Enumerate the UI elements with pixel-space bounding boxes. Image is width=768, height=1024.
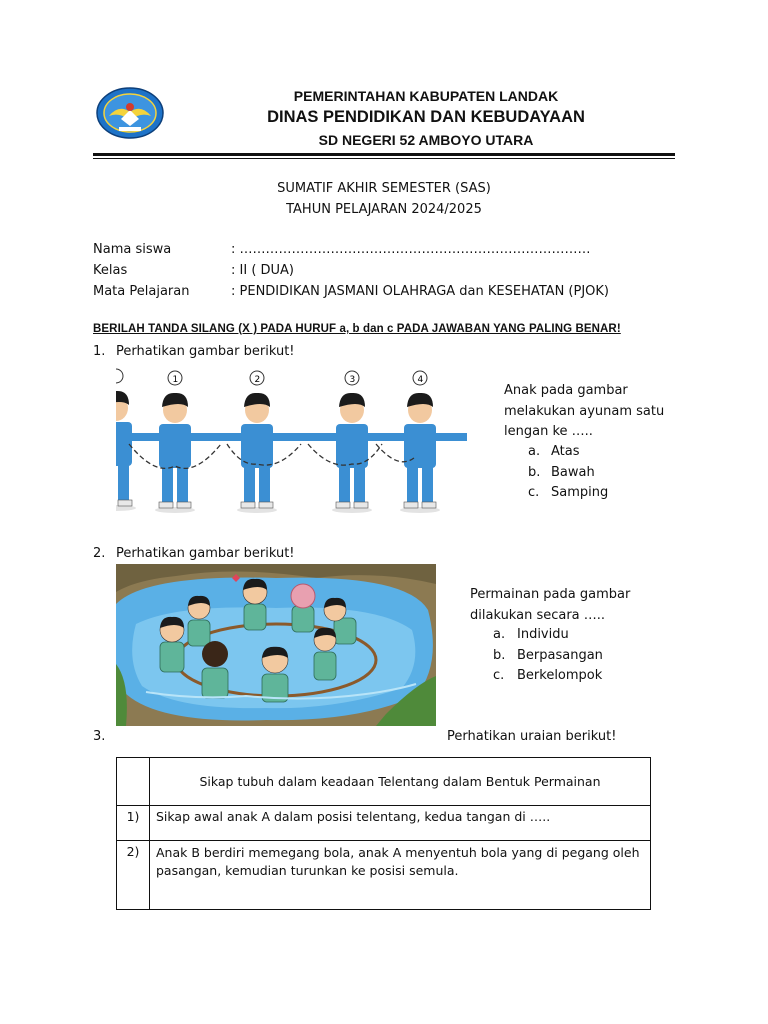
question-prompt: Perhatikan uraian berikut! bbox=[447, 729, 617, 744]
table-row bbox=[117, 806, 651, 841]
identity-label: Kelas bbox=[93, 263, 128, 278]
table-row bbox=[117, 841, 651, 910]
identity-value: : II ( DUA) bbox=[231, 263, 295, 278]
header-school: SD NEGERI 52 AMBOYO UTARA bbox=[318, 132, 534, 148]
table-cell bbox=[117, 758, 150, 806]
option-text: Samping bbox=[551, 485, 609, 500]
identity-value: : PENDIDIKAN JASMANI OLAHRAGA dan KESEHATAN (PJOK) bbox=[231, 284, 609, 299]
option-letter: c. bbox=[493, 668, 505, 683]
question-number: 3. bbox=[93, 729, 106, 744]
instruction: BERILAH TANDA SILANG (X ) PADA HURUF a, b dan c PADA JAWABAN YANG PALING BENAR! bbox=[93, 323, 621, 335]
option-text: Atas bbox=[551, 444, 580, 459]
option-letter: b. bbox=[493, 648, 506, 663]
identity-label: Mata Pelajaran bbox=[93, 284, 190, 299]
table-row-number: 1) bbox=[117, 806, 150, 841]
table-row-number: 2) bbox=[117, 841, 150, 910]
question-number: 2. bbox=[93, 546, 106, 561]
posture-table bbox=[116, 757, 651, 910]
question-number: 1. bbox=[93, 344, 106, 359]
identity-value: : ……………………………………………………………………… bbox=[231, 242, 591, 257]
question-text-line: Anak pada gambar bbox=[504, 383, 628, 398]
exam-title: SUMATIF AKHIR SEMESTER (SAS) bbox=[277, 181, 491, 196]
question-text-line: lengan ke ….. bbox=[504, 424, 593, 439]
table-row-text: Anak B berdiri memegang bola, anak A menyentuh bola yang di pegang oleh pasangan, kemudian turunkan ke posisi semula. bbox=[150, 841, 651, 910]
question-text bbox=[470, 585, 630, 626]
header-divider-thick bbox=[93, 153, 675, 156]
figure-label: 1 bbox=[172, 375, 179, 385]
option-text: Individu bbox=[517, 627, 569, 642]
question-text-line: Permainan pada gambar bbox=[470, 587, 631, 602]
option-text: Berkelompok bbox=[517, 668, 603, 683]
question-text bbox=[504, 381, 664, 443]
figure-label: 4 bbox=[417, 375, 424, 385]
header-office: DINAS PENDIDIKAN DAN KEBUDAYAAN bbox=[267, 108, 585, 126]
exam-year: TAHUN PELAJARAN 2024/2025 bbox=[286, 202, 482, 217]
question-prompt: Perhatikan gambar berikut! bbox=[116, 546, 295, 561]
table-header: Sikap tubuh dalam keadaan Telentang dalam Bentuk Permainan bbox=[150, 758, 651, 806]
option-letter: c. bbox=[528, 485, 540, 500]
arm-swing-illustration bbox=[116, 364, 467, 516]
option-letter: a. bbox=[493, 627, 506, 642]
figure-label: 2 bbox=[254, 375, 261, 385]
figure-label: 3 bbox=[349, 375, 356, 385]
identity-label: Nama siswa bbox=[93, 242, 172, 257]
pond-group-game-illustration bbox=[116, 564, 436, 726]
question-prompt: Perhatikan gambar berikut! bbox=[116, 344, 295, 359]
option-letter: b. bbox=[528, 465, 541, 480]
table-row-text: Sikap awal anak A dalam posisi telentang, kedua tangan di ….. bbox=[150, 806, 651, 841]
option-letter: a. bbox=[528, 444, 541, 459]
question-text-line: melakukan ayunam satu bbox=[504, 403, 665, 419]
header-divider-thin bbox=[93, 158, 675, 159]
option-text: Bawah bbox=[551, 465, 595, 480]
option-text: Berpasangan bbox=[517, 648, 603, 663]
question-text-line: dilakukan secara ….. bbox=[470, 607, 606, 623]
header-government: PEMERINTAHAN KABUPATEN LANDAK bbox=[293, 88, 559, 104]
